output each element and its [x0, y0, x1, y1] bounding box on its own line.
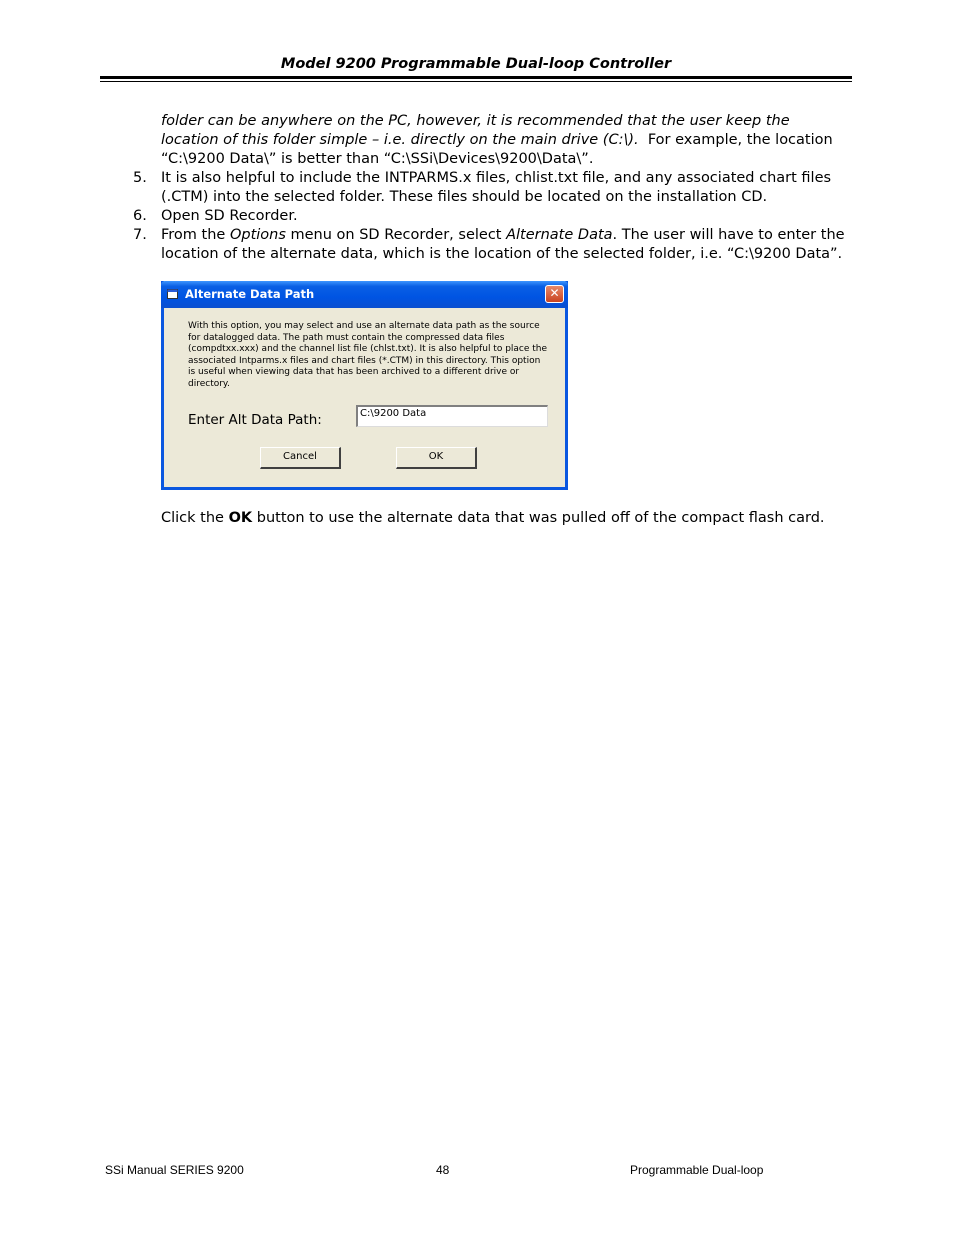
steps-list	[120, 169, 850, 264]
dialog-description: With this option, you may select and use an alternate data path as the source for datalogged data. The path must contain the compressed data files (compdtxx.xxx) and the channel list file (chlst.txt). It is also helpful to place the associated Intparms.x files and chart files (*.CTM) in this directory. This option is useful when viewing data that has been archived to a different drive or directory.	[188, 321, 548, 389]
step-number: 5.	[133, 170, 147, 186]
step-italic-options: Options	[229, 227, 286, 243]
step-number: 7.	[133, 227, 147, 243]
alt-data-path-input[interactable]: C:\9200 Data	[356, 405, 548, 427]
alt-data-path-label: Enter Alt Data Path:	[188, 412, 322, 428]
alternate-data-path-dialog	[161, 281, 568, 490]
step-text: It is also helpful to include the INTPARMS.x files, chlist.txt file, and any associated chart files (.CTM) into the selected folder. These files should be located on the installation CD.	[161, 170, 832, 205]
list-item-step-7	[120, 226, 850, 264]
closing-paragraph	[161, 509, 851, 528]
list-item-step-5	[120, 169, 850, 207]
step-italic-alternate-data: Alternate Data	[506, 227, 613, 243]
paragraph-continuation	[161, 112, 851, 169]
step-text-c: . The user will have to enter the location of the alternate data, which is the location of the selected folder, i.e. “C:\9200 Data”.	[161, 227, 845, 262]
closing-text-b: button to use the alternate data that was pulled off of the compact flash card.	[252, 510, 825, 526]
header-rule-thin	[100, 81, 852, 82]
dialog-titlebar[interactable]	[161, 281, 568, 308]
step-text-b: menu on SD Recorder, select	[285, 227, 507, 243]
footer-right: Programmable Dual-loop	[630, 1163, 764, 1177]
close-button[interactable]	[545, 285, 564, 303]
ok-button[interactable]: OK	[396, 447, 477, 469]
header-rule-thick	[100, 76, 852, 79]
paragraph-italic-text: folder can be anywhere on the PC, however, it is recommended that the user keep the location of this folder simple – i.e. directly on the main drive (C:\).	[161, 113, 790, 148]
dialog-title: Alternate Data Path	[185, 287, 315, 301]
window-icon	[167, 289, 178, 299]
list-item-step-6	[120, 207, 850, 226]
closing-text-a: Click the	[161, 510, 229, 526]
step-text: Open SD Recorder.	[161, 208, 298, 224]
header-title: Model 9200 Programmable Dual-loop Controller	[280, 56, 672, 72]
footer-page-number: 48	[436, 1163, 450, 1177]
step-text-a: From the	[161, 227, 230, 243]
close-icon: ✕	[549, 286, 560, 300]
footer-left: SSi Manual SERIES 9200	[105, 1163, 244, 1177]
step-number: 6.	[133, 208, 147, 224]
closing-bold-ok: OK	[228, 510, 253, 526]
cancel-button[interactable]: Cancel	[260, 447, 341, 469]
paragraph-normal-text: For example, the location “C:\9200 Data\” is better than “C:\SSi\Devices\9200\Data\”.	[161, 132, 833, 167]
